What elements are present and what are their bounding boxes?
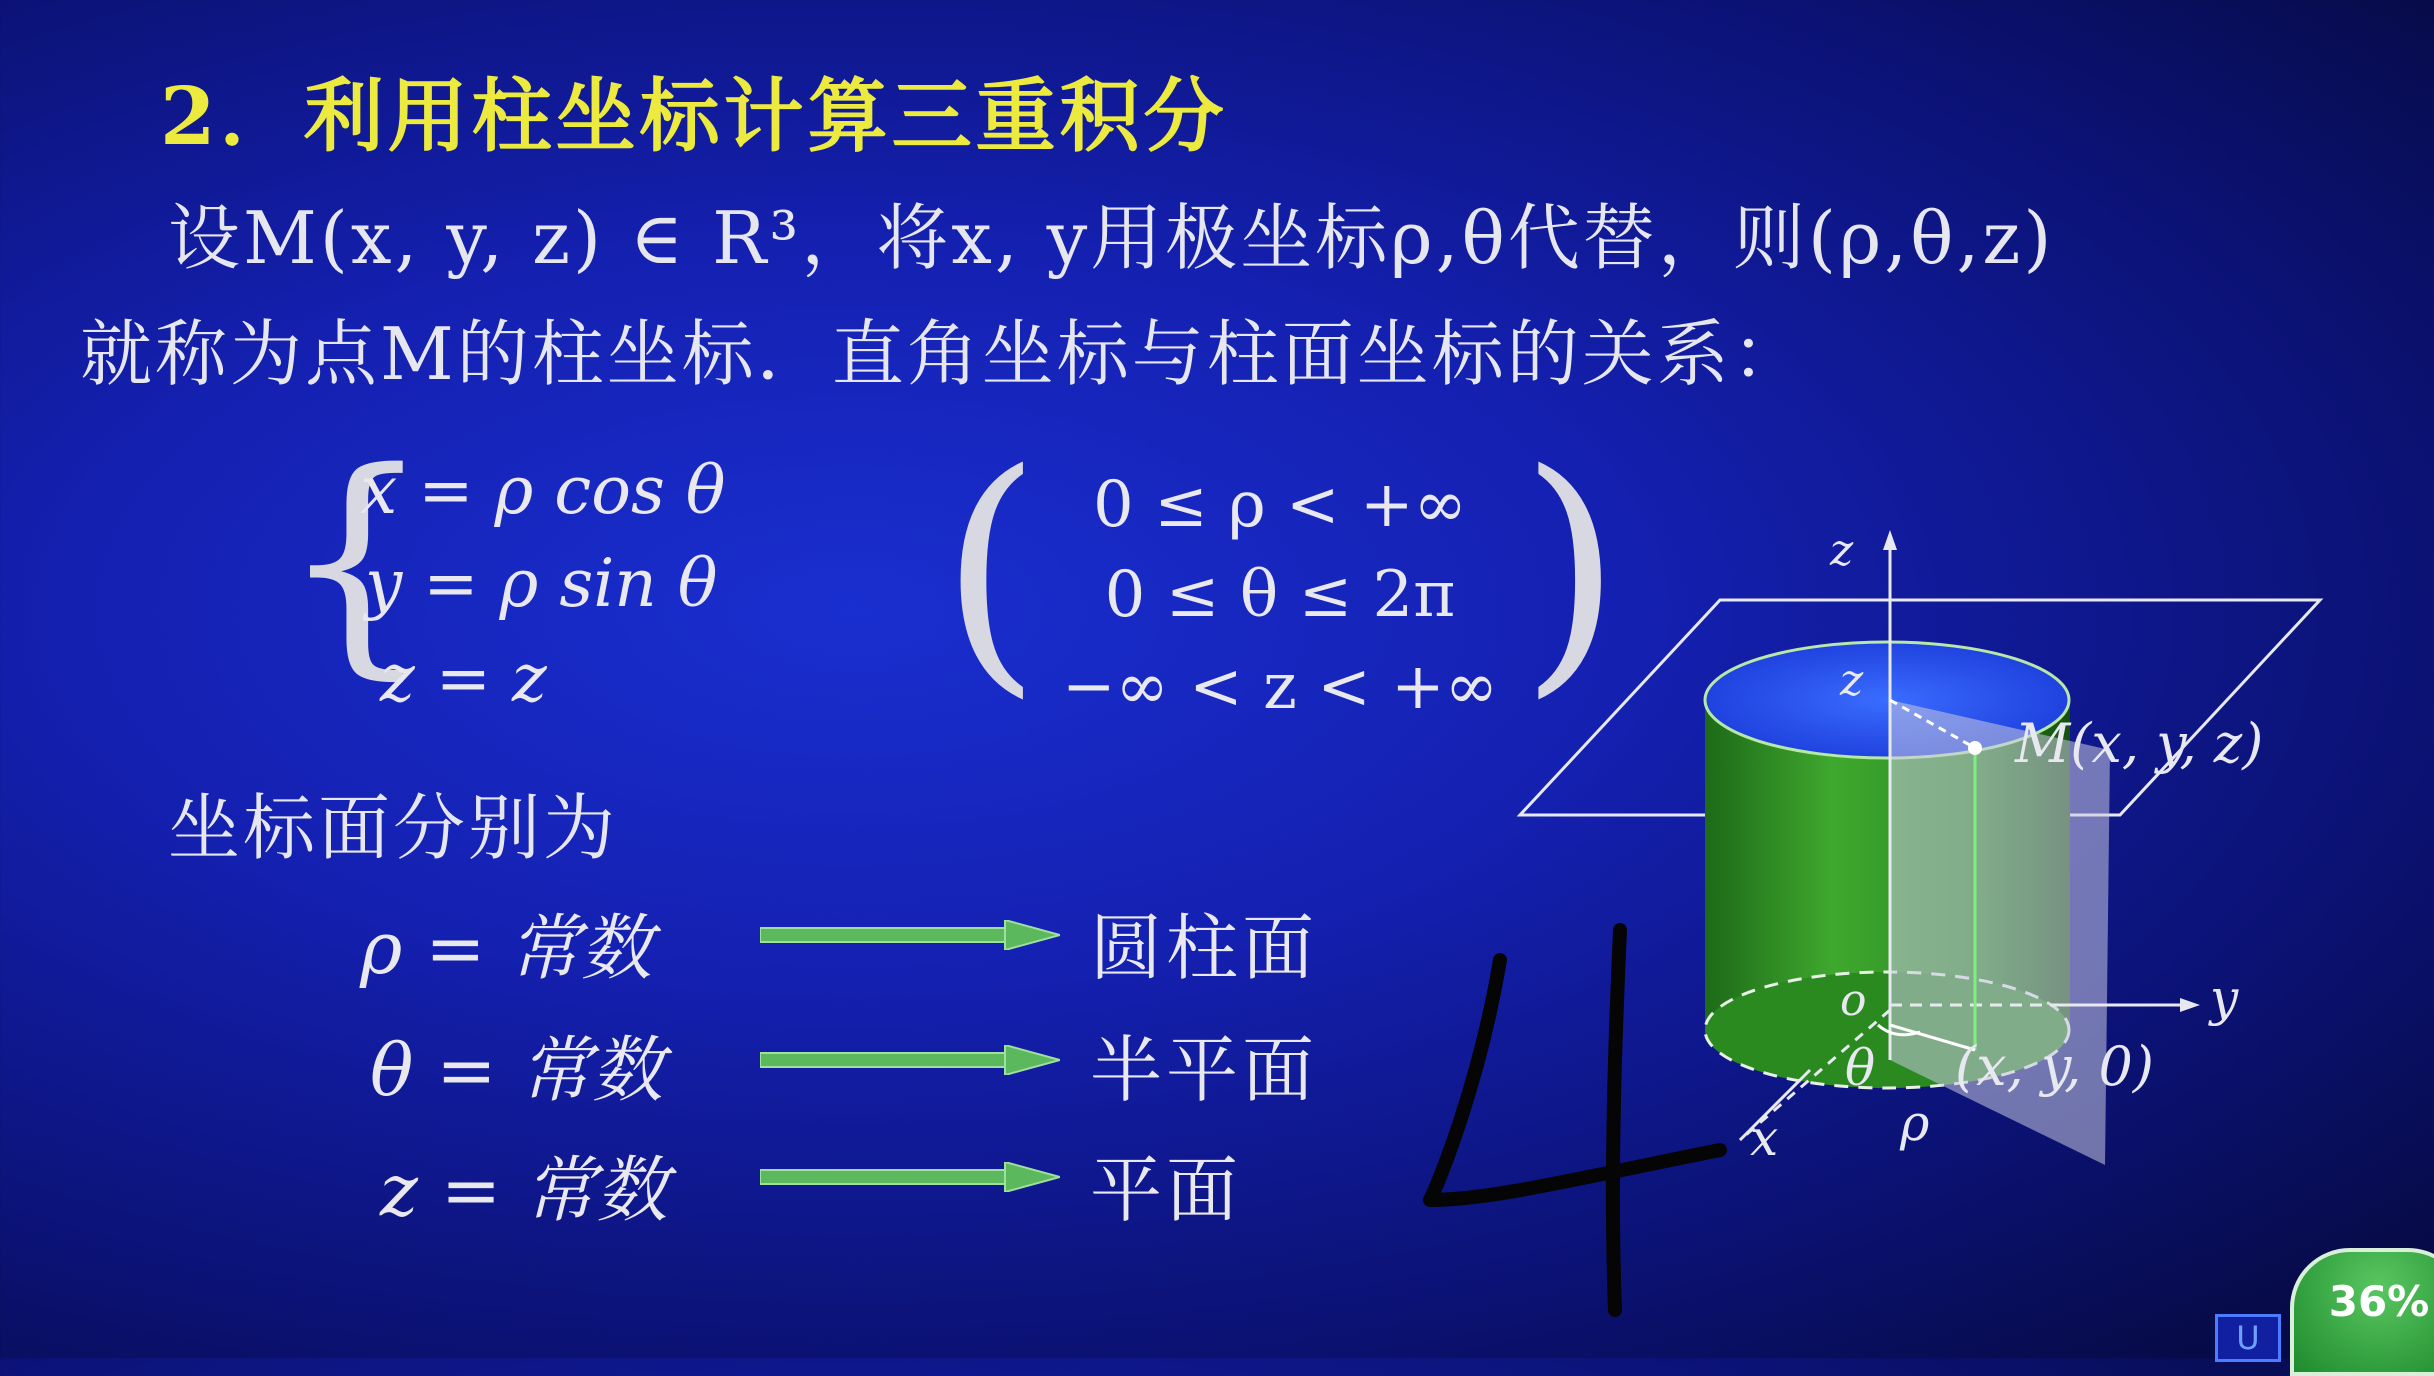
- intro-line-1: 设M(x, y, z) ∈ R³，将x, y用极坐标ρ,θ代替，则(ρ,θ,z): [168, 196, 2055, 280]
- surface-lhs-rho: ρ = 常数: [360, 906, 653, 990]
- origin-label: o: [1840, 975, 1867, 1026]
- handwritten-four: [1400, 920, 1740, 1340]
- surface-result-halfplane: 半平面: [1090, 1028, 1319, 1112]
- slide-title: 2．利用柱坐标计算三重积分: [160, 69, 1228, 163]
- range-rho: 0 ≤ ρ < +∞: [1093, 468, 1467, 542]
- system-eq-x: x = ρ cos θ: [360, 452, 726, 529]
- green-arrow-icon: [760, 920, 1060, 950]
- projection-label: (x, y, 0): [1955, 1035, 2154, 1098]
- theta-label: θ: [1845, 1039, 1876, 1097]
- range-theta: 0 ≤ θ ≤ 2π: [1104, 558, 1456, 632]
- surface-result-plane: 平面: [1090, 1148, 1243, 1232]
- system-eq-y: y = ρ sin θ: [365, 545, 718, 622]
- progress-badge[interactable]: 36%: [2290, 1248, 2434, 1376]
- point-m-label: M(x, y, z): [2015, 712, 2264, 775]
- left-brace: {: [280, 420, 433, 700]
- surface-lhs-z: z = 常数: [380, 1148, 669, 1232]
- system-eq-z: z = z: [380, 640, 547, 717]
- surface-result-cylinder: 圆柱面: [1090, 906, 1319, 990]
- green-arrow-icon: [760, 1045, 1060, 1075]
- right-paren: ): [1520, 419, 1622, 721]
- intro-line-2: 就称为点M的柱坐标．直角坐标与柱面坐标的关系：: [80, 312, 1807, 396]
- range-z: −∞ < z < +∞: [1061, 650, 1499, 724]
- ui-icon[interactable]: U: [2215, 1314, 2281, 1362]
- surface-lhs-theta: θ = 常数: [370, 1028, 664, 1112]
- green-arrow-icon: [760, 1162, 1060, 1192]
- axis-y-label: y: [2210, 969, 2239, 1027]
- axis-z-label: z: [1830, 525, 1854, 576]
- axis-x-label: x: [1750, 1109, 1779, 1167]
- rho-label: ρ: [1900, 1094, 1930, 1152]
- z-height-label: z: [1840, 655, 1864, 706]
- left-paren: (: [940, 419, 1042, 721]
- surfaces-heading: 坐标面分别为: [168, 786, 619, 870]
- point-m: [1968, 741, 1982, 755]
